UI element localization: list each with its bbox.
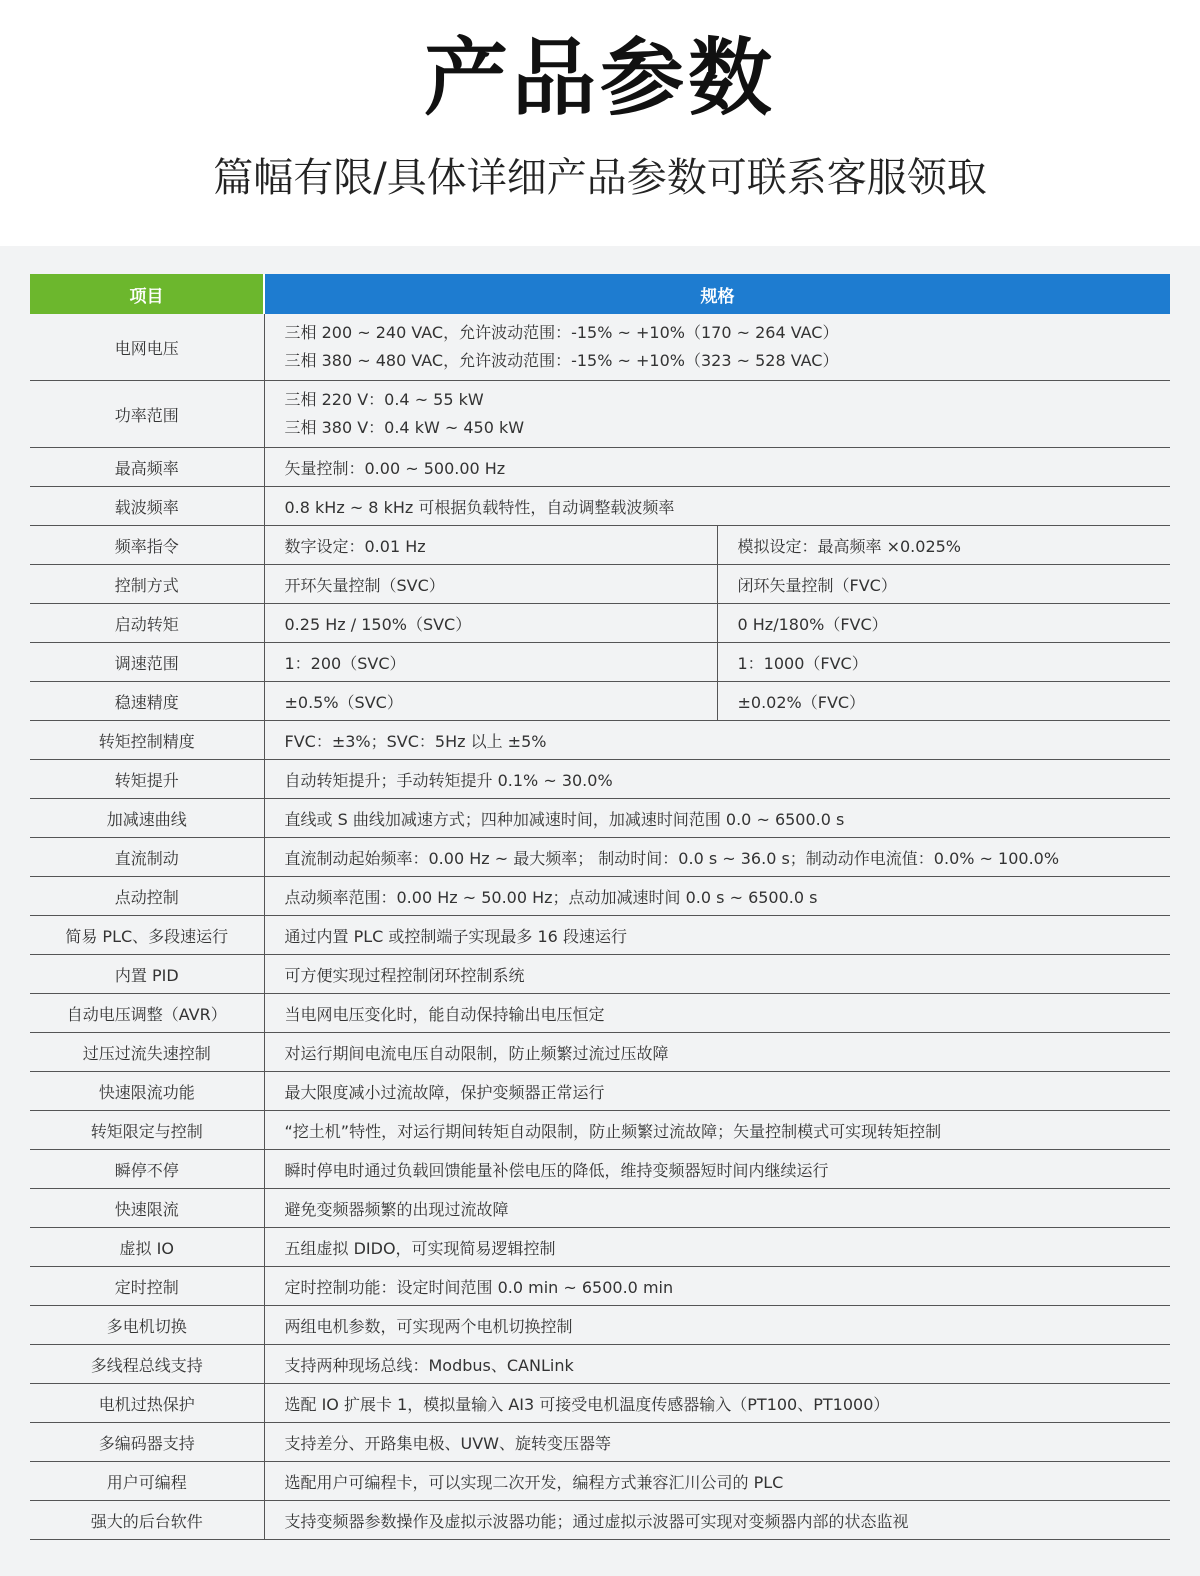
table-row — [30, 721, 1170, 760]
row-item-name: 自动电压调整（AVR） — [30, 994, 264, 1033]
row-item-name: 功率范围 — [30, 381, 264, 448]
table-row — [30, 877, 1170, 916]
row-spec-right: 1：1000（FVC） — [717, 643, 1170, 682]
spec-table — [30, 274, 1170, 1540]
row-spec-line: 三相 380 V：0.4 kW ~ 450 kW — [284, 418, 525, 437]
row-spec-line: 三相 200 ~ 240 VAC，允许波动范围：-15% ~ +10%（170 ~ 264 VAC） — [284, 323, 839, 342]
table-row — [30, 1423, 1170, 1462]
table-row — [30, 760, 1170, 799]
row-spec: 两组电机参数，可实现两个电机切换控制 — [264, 1306, 1170, 1345]
table-row — [30, 1189, 1170, 1228]
row-spec-right: 闭环矢量控制（FVC） — [717, 565, 1170, 604]
row-spec-right: 模拟设定：最高频率 ×0.025% — [717, 526, 1170, 565]
table-row — [30, 1150, 1170, 1189]
row-item-name: 电机过热保护 — [30, 1384, 264, 1423]
row-item-name: 简易 PLC、多段速运行 — [30, 916, 264, 955]
row-spec-line: 三相 380 ~ 480 VAC，允许波动范围：-15% ~ +10%（323 ~ 528 VAC） — [284, 351, 839, 370]
table-row — [30, 1033, 1170, 1072]
row-item-name: 转矩限定与控制 — [30, 1111, 264, 1150]
row-spec: 0.8 kHz ~ 8 kHz 可根据负载特性，自动调整载波频率 — [264, 487, 1170, 526]
row-spec: 通过内置 PLC 或控制端子实现最多 16 段速运行 — [264, 916, 1170, 955]
table-row — [30, 1345, 1170, 1384]
row-item-name: 点动控制 — [30, 877, 264, 916]
table-row — [30, 604, 1170, 643]
row-spec: 直流制动起始频率：0.00 Hz ~ 最大频率； 制动时间：0.0 s ~ 36.0 s；制动动作电流值：0.0% ~ 100.0% — [264, 838, 1170, 877]
row-spec-left: 数字设定：0.01 Hz — [264, 526, 717, 565]
table-row — [30, 838, 1170, 877]
row-spec: 对运行期间电流电压自动限制，防止频繁过流过压故障 — [264, 1033, 1170, 1072]
table-row — [30, 381, 1170, 448]
table-row — [30, 565, 1170, 604]
row-item-name: 用户可编程 — [30, 1462, 264, 1501]
row-item-name: 电网电压 — [30, 314, 264, 381]
row-spec-line: 三相 220 V：0.4 ~ 55 kW — [284, 390, 484, 409]
row-item-name: 内置 PID — [30, 955, 264, 994]
row-spec: 点动频率范围：0.00 Hz ~ 50.00 Hz；点动加减速时间 0.0 s ~ 6500.0 s — [264, 877, 1170, 916]
table-row — [30, 916, 1170, 955]
table-row — [30, 1501, 1170, 1540]
row-spec: 五组虚拟 DIDO，可实现简易逻辑控制 — [264, 1228, 1170, 1267]
row-spec: 直线或 S 曲线加减速方式；四种加减速时间，加减速时间范围 0.0 ~ 6500.0 s — [264, 799, 1170, 838]
row-item-name: 载波频率 — [30, 487, 264, 526]
row-spec-left: 开环矢量控制（SVC） — [264, 565, 717, 604]
row-item-name: 快速限流功能 — [30, 1072, 264, 1111]
row-item-name: 快速限流 — [30, 1189, 264, 1228]
row-spec: 选配 IO 扩展卡 1，模拟量输入 AI3 可接受电机温度传感器输入（PT100、PT1000） — [264, 1384, 1170, 1423]
table-header-row — [30, 274, 1170, 314]
row-spec: “挖土机”特性，对运行期间转矩自动限制，防止频繁过流故障；矢量控制模式可实现转矩控制 — [264, 1111, 1170, 1150]
column-header-item: 项目 — [30, 274, 264, 314]
table-body — [30, 314, 1170, 1540]
page-subtitle: 篇幅有限/具体详细产品参数可联系客服领取 — [213, 155, 987, 201]
table-row — [30, 526, 1170, 565]
row-spec: 最大限度减小过流故障，保护变频器正常运行 — [264, 1072, 1170, 1111]
row-item-name: 频率指令 — [30, 526, 264, 565]
row-item-name: 控制方式 — [30, 565, 264, 604]
table-row — [30, 1306, 1170, 1345]
row-item-name: 瞬停不停 — [30, 1150, 264, 1189]
row-item-name: 过压过流失速控制 — [30, 1033, 264, 1072]
row-spec: 可方便实现过程控制闭环控制系统 — [264, 955, 1170, 994]
row-spec-right: ±0.02%（FVC） — [717, 682, 1170, 721]
page-title: 产品参数 — [423, 29, 776, 127]
row-item-name: 多线程总线支持 — [30, 1345, 264, 1384]
row-item-name: 加减速曲线 — [30, 799, 264, 838]
table-row — [30, 1462, 1170, 1501]
row-spec: 自动转矩提升；手动转矩提升 0.1% ~ 30.0% — [264, 760, 1170, 799]
table-row — [30, 448, 1170, 487]
row-spec: 瞬时停电时通过负载回馈能量补偿电压的降低，维持变频器短时间内继续运行 — [264, 1150, 1170, 1189]
table-row — [30, 682, 1170, 721]
row-spec — [264, 381, 1170, 448]
table-row — [30, 955, 1170, 994]
row-spec: 支持两种现场总线：Modbus、CANLink — [264, 1345, 1170, 1384]
row-spec: 避免变频器频繁的出现过流故障 — [264, 1189, 1170, 1228]
row-spec: FVC：±3%；SVC：5Hz 以上 ±5% — [264, 721, 1170, 760]
row-item-name: 多电机切换 — [30, 1306, 264, 1345]
row-item-name: 最高频率 — [30, 448, 264, 487]
row-item-name: 强大的后台软件 — [30, 1501, 264, 1540]
row-spec — [264, 314, 1170, 381]
row-spec-left: ±0.5%（SVC） — [264, 682, 717, 721]
row-spec: 选配用户可编程卡，可以实现二次开发，编程方式兼容汇川公司的 PLC — [264, 1462, 1170, 1501]
table-row — [30, 643, 1170, 682]
row-spec: 矢量控制：0.00 ~ 500.00 Hz — [264, 448, 1170, 487]
row-spec-left: 1：200（SVC） — [264, 643, 717, 682]
column-header-spec: 规格 — [264, 274, 1170, 314]
row-item-name: 直流制动 — [30, 838, 264, 877]
row-spec: 当电网电压变化时，能自动保持输出电压恒定 — [264, 994, 1170, 1033]
row-item-name: 多编码器支持 — [30, 1423, 264, 1462]
row-spec: 定时控制功能：设定时间范围 0.0 min ~ 6500.0 min — [264, 1267, 1170, 1306]
row-spec-left: 0.25 Hz / 150%（SVC） — [264, 604, 717, 643]
row-item-name: 稳速精度 — [30, 682, 264, 721]
spec-panel — [0, 246, 1200, 1576]
row-item-name: 调速范围 — [30, 643, 264, 682]
row-item-name: 启动转矩 — [30, 604, 264, 643]
table-row — [30, 1111, 1170, 1150]
table-row — [30, 799, 1170, 838]
row-spec: 支持变频器参数操作及虚拟示波器功能；通过虚拟示波器可实现对变频器内部的状态监视 — [264, 1501, 1170, 1540]
row-item-name: 转矩控制精度 — [30, 721, 264, 760]
table-row — [30, 1384, 1170, 1423]
row-spec-right: 0 Hz/180%（FVC） — [717, 604, 1170, 643]
table-row — [30, 487, 1170, 526]
row-item-name: 定时控制 — [30, 1267, 264, 1306]
table-row — [30, 314, 1170, 381]
table-row — [30, 1072, 1170, 1111]
row-spec: 支持差分、开路集电极、UVW、旋转变压器等 — [264, 1423, 1170, 1462]
row-item-name: 虚拟 IO — [30, 1228, 264, 1267]
table-row — [30, 1228, 1170, 1267]
table-row — [30, 994, 1170, 1033]
table-row — [30, 1267, 1170, 1306]
row-item-name: 转矩提升 — [30, 760, 264, 799]
page-header — [0, 0, 1200, 246]
